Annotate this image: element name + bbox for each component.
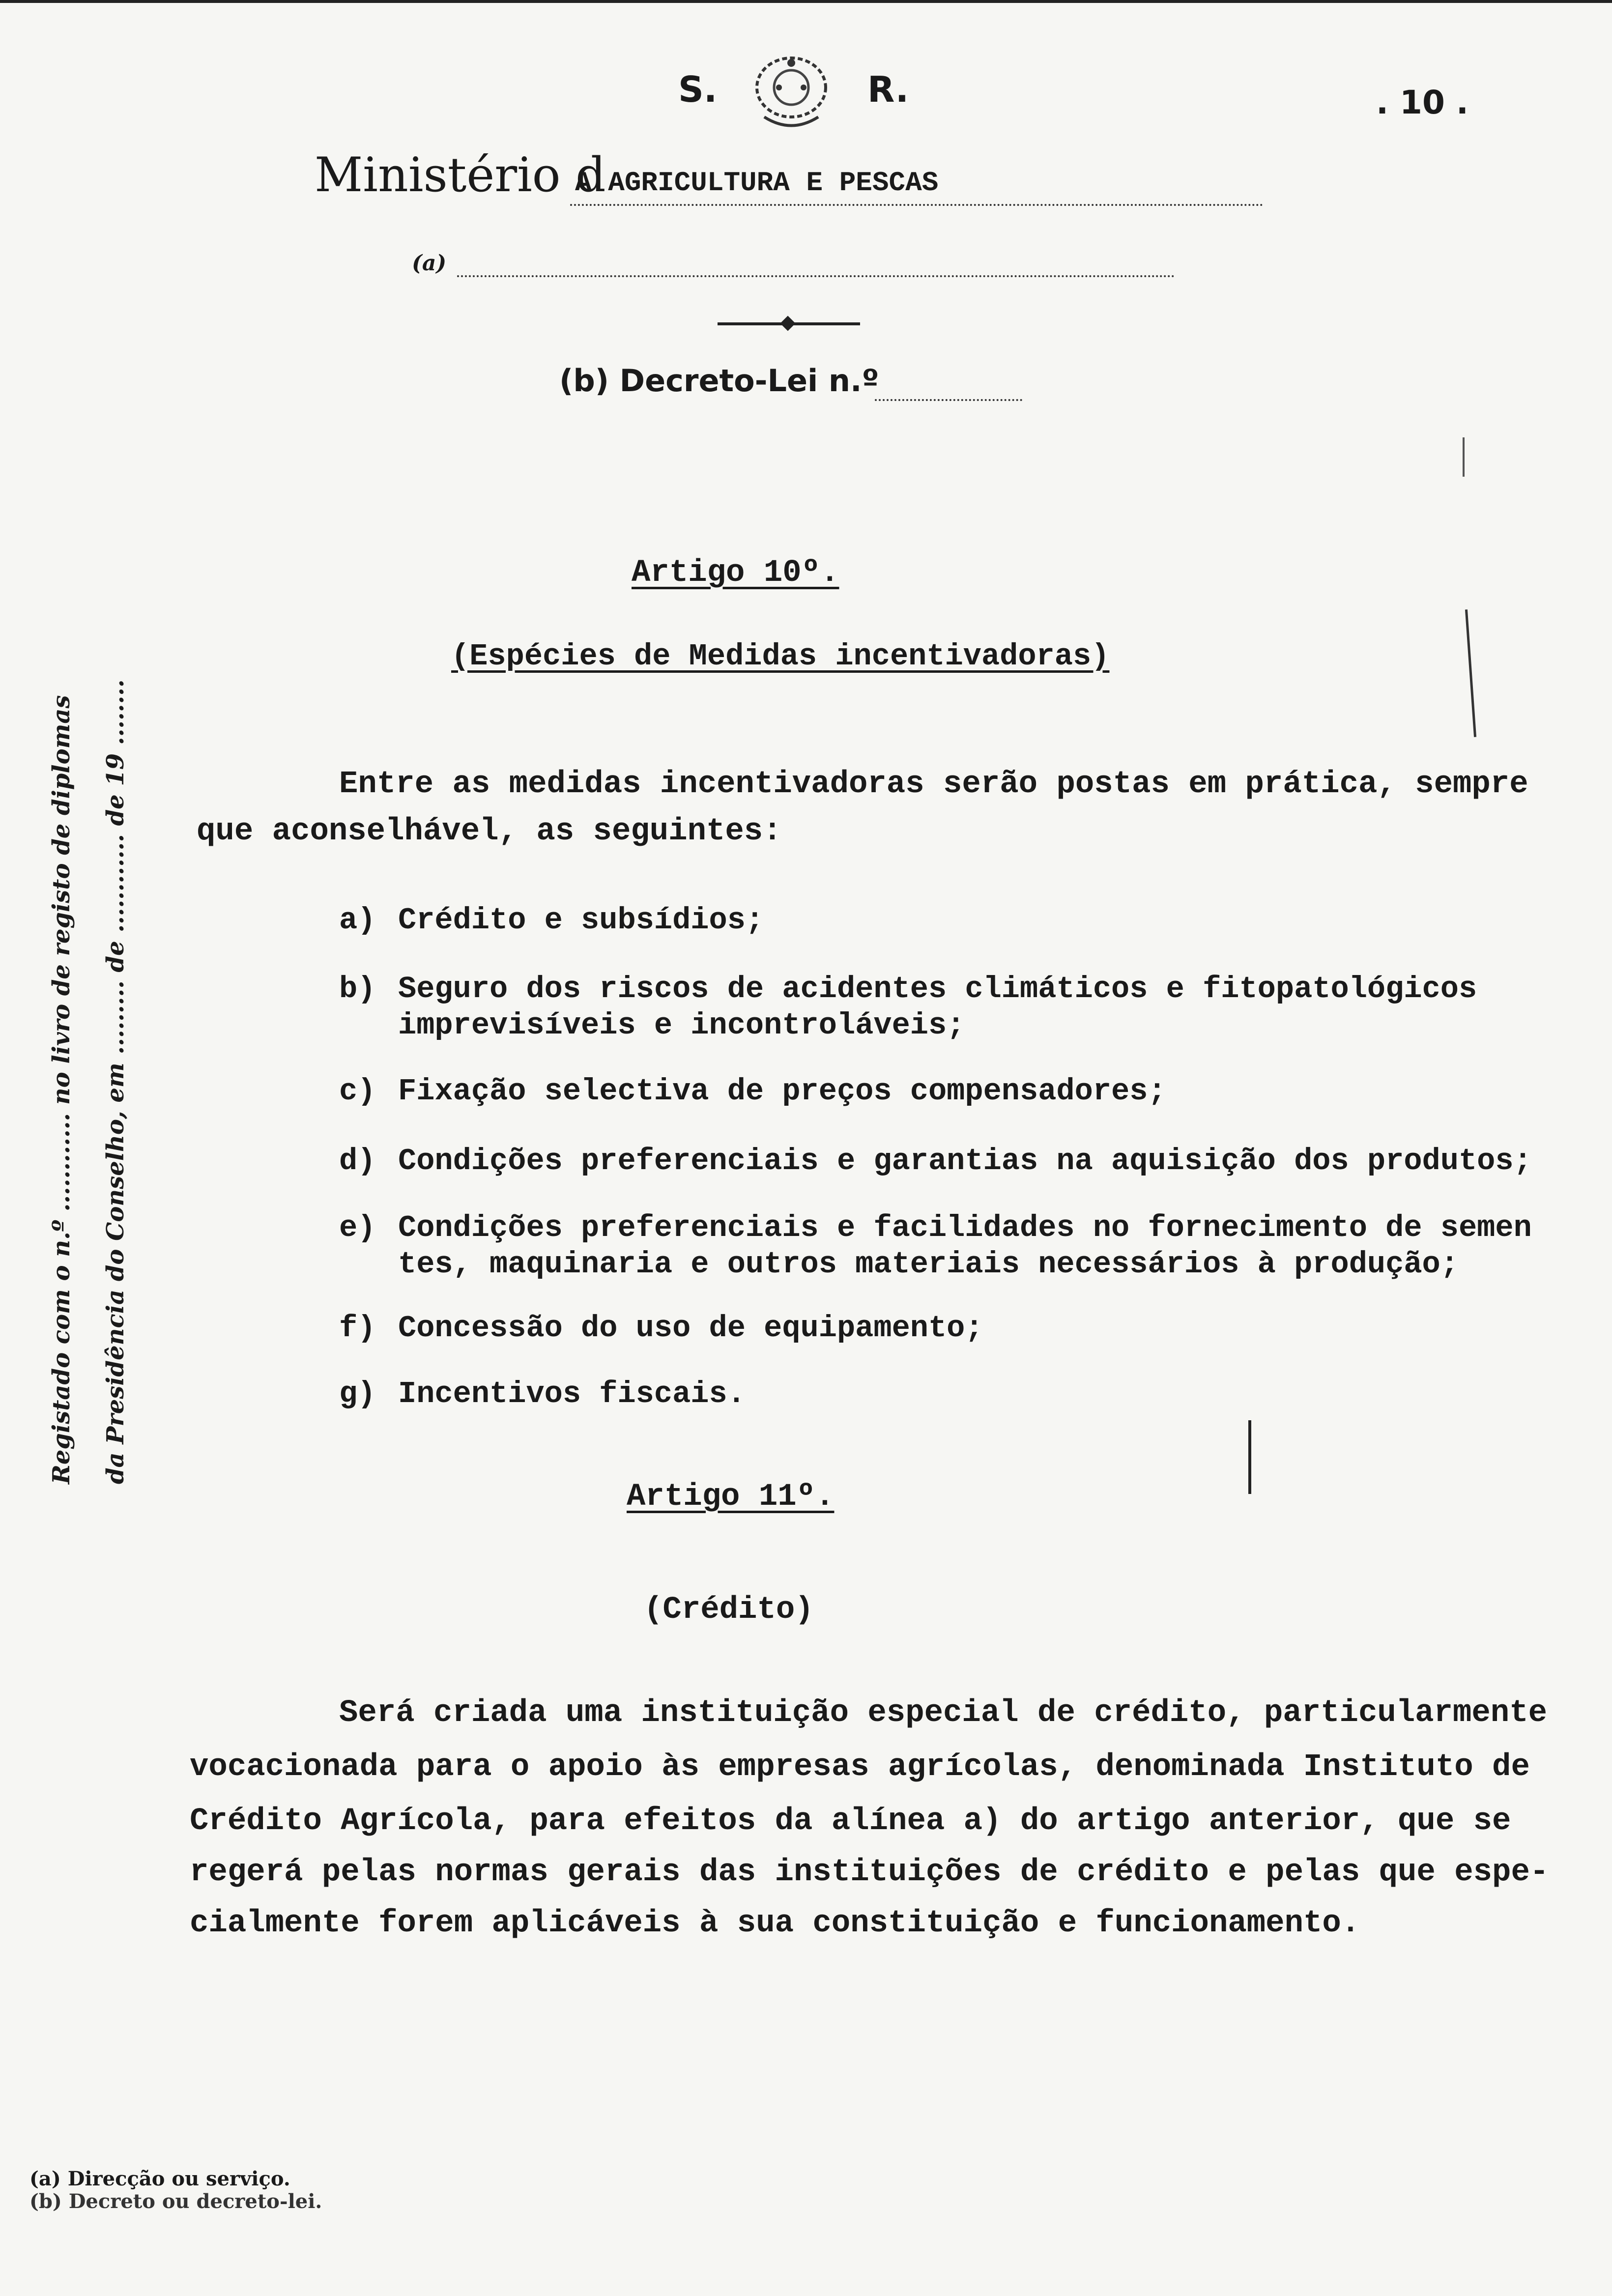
field-a-label: (a)	[412, 251, 447, 276]
article11-line-1: Será criada uma instituição especial de crédito, particularmente	[339, 1695, 1547, 1731]
coat-of-arms-seal	[740, 48, 843, 132]
list-item-e	[339, 1210, 1532, 1283]
list-item-letter: b)	[339, 972, 376, 1006]
list-item-c	[339, 1073, 1166, 1110]
page-number: . 10 .	[1376, 84, 1468, 121]
list-item-letter: g)	[339, 1377, 376, 1411]
article10-subtitle: (Espécies de Medidas incentivadoras)	[451, 639, 1110, 674]
ornament-diamond	[780, 316, 795, 331]
ministry-prefix: Ministério d	[315, 147, 606, 202]
margin-line-1: Registado com o n.º ............ no livro de registo de diplomas	[48, 695, 75, 1484]
pencil-mark-3	[1248, 1420, 1251, 1494]
r-letter: R.	[867, 69, 909, 110]
s-letter: S.	[678, 69, 718, 110]
list-item-text: Incentivos fiscais.	[398, 1377, 746, 1411]
footnote-a: (a) Direcção ou serviço.	[29, 2167, 290, 2190]
list-item-text: Fixação selectiva de preços compensadores;	[398, 1074, 1166, 1109]
article11-title: Artigo 11º.	[627, 1479, 835, 1515]
list-item-text: Concessão do uso de equipamento;	[398, 1311, 983, 1346]
pencil-mark-1	[1463, 437, 1465, 477]
list-item-text: Condições preferenciais e facilidades no fornecimento de semen tes, maquinaria e outros materiais necessários à produção;	[398, 1210, 1532, 1282]
ministry-name: A AGRICULTURA E PESCAS	[575, 167, 939, 199]
margin-register-note	[34, 550, 143, 1484]
list-item-letter: c)	[339, 1074, 376, 1109]
article10-intro-line2: que aconselhável, as seguintes:	[197, 814, 782, 849]
list-item-d	[339, 1143, 1532, 1179]
article10-title: Artigo 10º.	[632, 555, 839, 591]
list-item-letter: a)	[339, 903, 376, 938]
list-item-text: Seguro dos riscos de acidentes climáticos e fitopatológicos imprevisíveis e incontroláveis;	[398, 972, 1477, 1043]
footnote-b: (b) Decreto ou decreto-lei.	[29, 2190, 322, 2213]
decree-line	[875, 399, 1022, 401]
margin-line-2: da Presidência do Conselho, em ......... de ............ de 19 ........	[102, 679, 129, 1484]
article11-line-3: Crédito Agrícola, para efeitos da alínea a) do artigo anterior, que se	[190, 1804, 1511, 1839]
field-a-line	[457, 275, 1175, 277]
article10-intro-line1: Entre as medidas incentivadoras serão postas em prática, sempre	[339, 767, 1528, 802]
list-item-letter: d)	[339, 1144, 376, 1178]
pencil-mark-2	[1465, 609, 1476, 737]
list-item-a	[339, 902, 764, 939]
list-item-letter: e)	[339, 1210, 376, 1245]
list-item-letter: f)	[339, 1311, 376, 1346]
decree-label: (b) Decreto-Lei n.º	[559, 363, 879, 399]
top-rule	[0, 0, 1612, 3]
article11-line-5: cialmente forem aplicáveis à sua constituição e funcionamento.	[190, 1906, 1360, 1941]
article11-subtitle: (Crédito)	[644, 1592, 814, 1628]
article11-line-4: regerá pelas normas gerais das instituições de crédito e pelas que espe-	[190, 1855, 1549, 1890]
list-item-b	[339, 971, 1477, 1044]
list-item-f	[339, 1310, 983, 1347]
list-item-text: Condições preferenciais e garantias na aquisição dos produtos;	[398, 1144, 1532, 1178]
ministry-line	[570, 204, 1263, 206]
article11-line-2: vocacionada para o apoio às empresas agrícolas, denominada Instituto de	[190, 1750, 1530, 1785]
list-item-g	[339, 1376, 746, 1412]
list-item-text: Crédito e subsídios;	[398, 903, 764, 938]
